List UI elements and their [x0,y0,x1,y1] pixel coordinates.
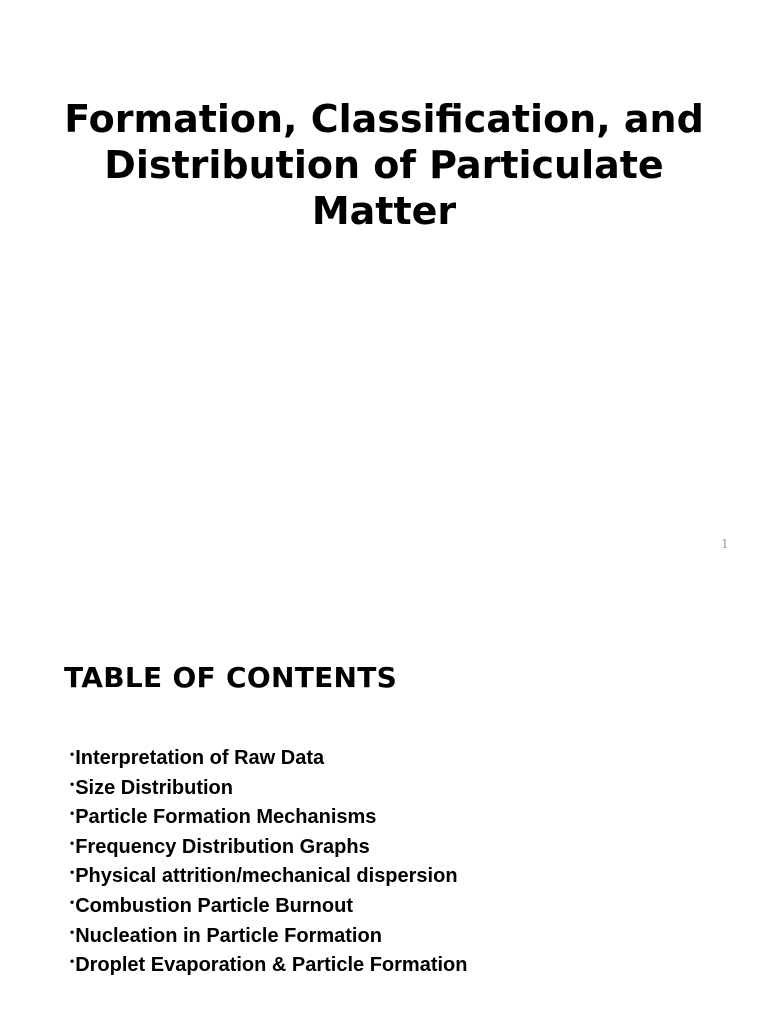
toc-item [70,860,468,890]
title-line: Matter [311,189,457,233]
slide-title [40,96,728,234]
page-number: 1 [721,537,729,551]
title-line: Formation, Classification, and [64,97,704,141]
toc-item [70,772,468,802]
bullet-icon: • [70,924,75,939]
toc-item [70,801,468,831]
bullet-icon: • [70,776,75,791]
bullet-icon: • [70,954,75,969]
toc-item-label: Particle Formation Mechanisms [75,806,377,829]
toc-item-label: Frequency Distribution Graphs [75,835,370,858]
toc-item-label: Nucleation in Particle Formation [75,924,382,947]
toc-item-label: Interpretation of Raw Data [75,747,325,769]
toc-item [70,831,468,861]
toc-item [70,949,468,979]
toc-item-label: Combustion Particle Burnout [75,894,353,917]
bullet-icon: • [70,865,75,880]
bullet-icon: • [70,806,75,821]
toc-item [70,890,468,920]
toc-heading: TABLE OF CONTENTS [64,661,398,694]
toc-item-label: Physical attrition/mechanical dispersion [75,865,458,888]
bullet-icon: • [70,894,75,909]
toc-list [70,742,468,979]
bullet-icon: • [70,747,75,761]
toc-item-label: Size Distribution [75,776,233,799]
toc-item [70,920,468,950]
toc-item [70,742,468,772]
toc-item-label: Droplet Evaporation & Particle Formation [75,954,468,977]
bullet-icon: • [70,835,75,850]
title-line: Distribution of Particulate [104,143,664,187]
